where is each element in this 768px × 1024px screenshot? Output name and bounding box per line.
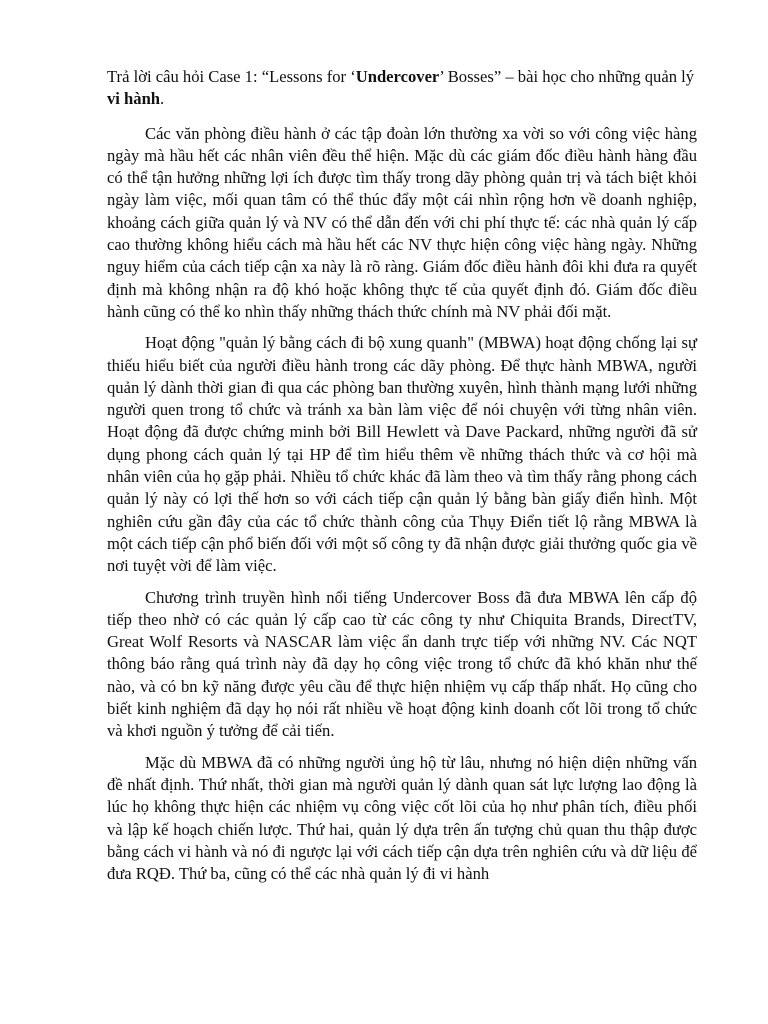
- paragraph-1: Các văn phòng điều hành ở các tập đoàn lớn thường xa vời so với công việc hàng ngày mà hầu hết các nhân viên đều thể hiện. Mặc dù các giám đốc điều hành hàng đầu có thể tận hưởng những lợi ích được tìm thấy trong dãy phòng quản trị và tách biệt khỏi ngày làm việc, mối quan tâm có thể thúc đẩy một cái nhìn rộng hơn về doanh nghiệp, khoảng cách giữa quản lý và NV có thể dẫn đến với chi phí thực tế: các nhà quản lý cấp cao thường không hiểu cách mà hầu hết các NV thực hiện công việc hàng ngày. Những nguy hiểm của cách tiếp cận xa này là rõ ràng. Giám đốc điều hành đôi khi đưa ra quyết định mà không nhận ra độ khó hoặc không thực tế của quyết định đó. Giám đốc điều hành cũng có thể ko nhìn thấy những thách thức chính mà NV phải đối mặt.: [107, 123, 697, 321]
- heading-text: Trả lời câu hỏi Case 1: “Lessons for ‘: [107, 67, 356, 86]
- paragraph-2: Hoạt động "quản lý bằng cách đi bộ xung quanh" (MBWA) hoạt động chống lại sự thiếu hiểu biết của người điều hành trong các dãy phòng. Để thực hành MBWA, người quản lý dành thời gian đi qua các phòng ban thường xuyên, hình thành mạng lưới những người quen trong tổ chức và tránh xa bàn làm việc để nói chuyện với từng nhân viên. Hoạt động đã được chứng minh bởi Bill Hewlett và Dave Packard, những người đã sử dụng phong cách quản lý tại HP để tìm hiểu thêm về những thách thức và cơ hội mà nhân viên của họ gặp phải. Nhiều tổ chức khác đã làm theo và tìm thấy rằng phong cách quản lý này có lợi thế hơn so với cách tiếp cận quản lý bằng bàn giấy điển hình. Một nghiên cứu gần đây của các tổ chức thành công của Thụy Điển tiết lộ rằng MBWA là một cách tiếp cận phổ biến đối với một số công ty đã nhận được giải thưởng quốc gia về nơi tuyệt vời để làm việc.: [107, 333, 697, 576]
- heading-text: .: [160, 89, 165, 109]
- document-page: [107, 66, 697, 894]
- paragraph-4: Mặc dù MBWA đã có những người ủng hộ từ lâu, nhưng nó hiện diện những vấn đề nhất định. Thứ nhất, thời gian mà người quản lý dành quan sát lực lượng lao động là lúc họ không thực hiện các nhiệm vụ công việc cốt lõi của họ như phân tích, điều phối và lập kế hoạch chiến lược. Thứ hai, quản lý dựa trên ấn tượng chủ quan thu thập được bằng cách vi hành và nó đi ngược lại với cách tiếp cận dựa trên nghiên cứu và dữ liệu để đưa RQĐ. Thứ ba, cũng có thể các nhà quản lý đi vi hành: [107, 752, 697, 884]
- paragraph-3: Chương trình truyền hình nổi tiếng Undercover Boss đã đưa MBWA lên cấp độ tiếp theo nhờ có các quản lý cấp cao từ các công ty như Chiquita Brands, DirectTV, Great Wolf Resorts và NASCAR làm việc ẩn danh trực tiếp với những NV. Các NQT thông báo rằng quá trình này đã dạy họ công việc trong tổ chức đã khó khăn như thế nào, và có bn kỹ năng được yêu cầu để thực hiện nhiệm vụ cấp thấp nhất. Họ cũng cho biết kinh nghiệm đã dạy họ nói rất nhiều về hoạt động kinh doanh cốt lõi trong tổ chức và khơi nguồn ý tưởng để cải tiến.: [107, 587, 697, 741]
- document-heading: [107, 66, 697, 111]
- heading-bold-undercover: Undercover: [355, 67, 440, 86]
- heading-text: ’ Bosses” – bài học cho những quản lý: [439, 67, 695, 86]
- heading-bold-vi-hanh: vi hành: [107, 89, 161, 109]
